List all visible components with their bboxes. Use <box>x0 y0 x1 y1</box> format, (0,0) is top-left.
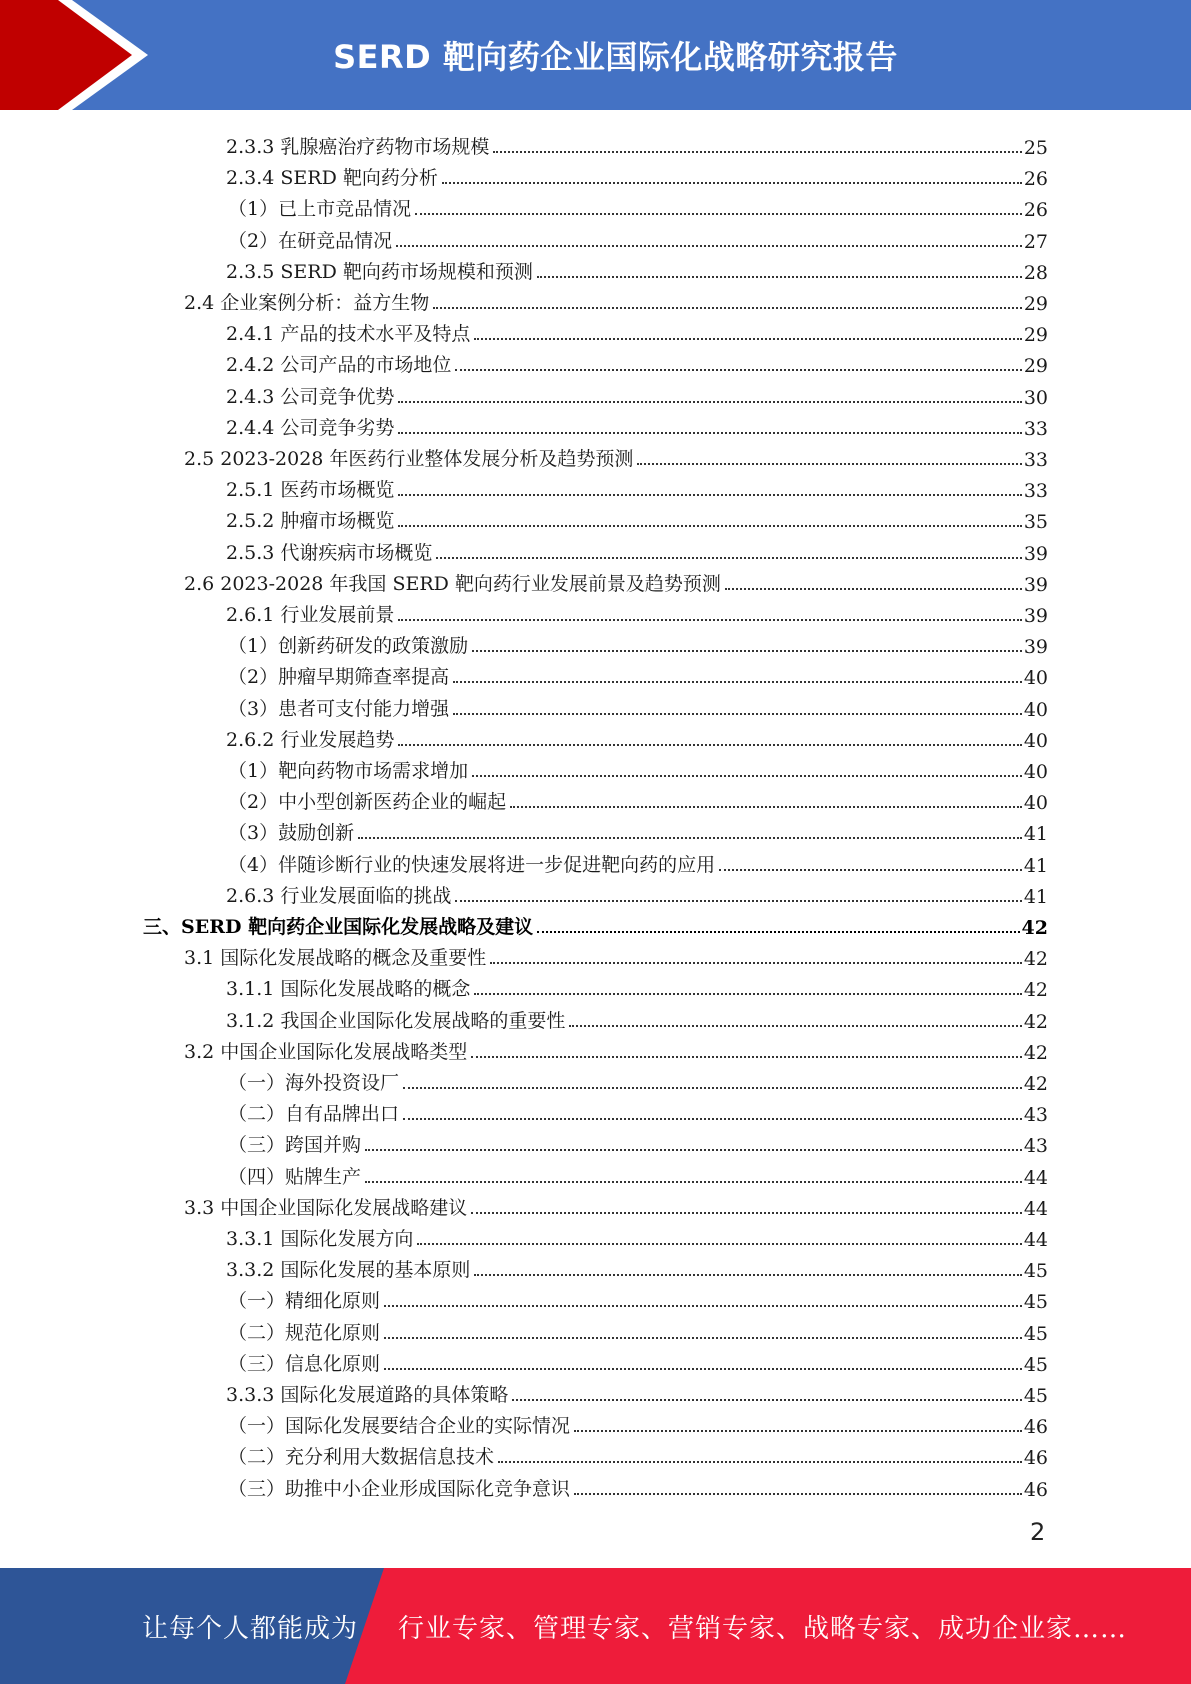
toc-leader-dots <box>433 305 1022 309</box>
toc-entry-page: 44 <box>1023 1229 1048 1251</box>
toc-entry-page: 45 <box>1023 1291 1048 1314</box>
toc-leader-dots <box>574 1428 1022 1432</box>
toc-entry-title: 2.6.3 行业发展面临的挑战 <box>226 884 452 907</box>
toc-leader-dots <box>403 1085 1022 1089</box>
toc-entry-title: 3.3 中国企业国际化发展战略建议 <box>184 1196 468 1219</box>
toc-leader-dots <box>474 336 1021 340</box>
footer-slogan-left: 让每个人都能成为 <box>142 1613 359 1644</box>
toc-entry-page: 41 <box>1023 823 1048 846</box>
toc-leader-dots <box>472 648 1022 652</box>
toc-entry[interactable] <box>228 1314 1048 1345</box>
toc-entry[interactable] <box>228 658 1048 689</box>
toc-entry-title: （四）贴牌生产 <box>228 1165 362 1188</box>
toc-entry-page: 26 <box>1023 199 1048 222</box>
toc-entry[interactable] <box>184 284 1048 315</box>
toc-entry[interactable] <box>184 440 1048 471</box>
toc-entry-title: （一）精细化原则 <box>228 1290 381 1313</box>
toc-entry-page: 40 <box>1023 667 1048 690</box>
toc-entry-page: 46 <box>1023 1478 1048 1501</box>
toc-entry-page: 29 <box>1023 355 1048 378</box>
toc-entry-title: 3.3.2 国际化发展的基本原则 <box>226 1259 471 1282</box>
toc-entry-title: 2.3.3 乳腺癌治疗药物市场规模 <box>226 136 490 158</box>
toc-entry-title: （4）伴随诊断行业的快速发展将进一步促进靶向药的应用 <box>228 853 716 876</box>
toc-leader-dots <box>474 1272 1021 1276</box>
toc-entry-title: 2.6 2023-2028 年我国 SERD 靶向药行业发展前景及趋势预测 <box>184 572 721 595</box>
toc-entry-page: 33 <box>1023 480 1048 503</box>
toc-entry-title: 3.1.1 国际化发展战略的概念 <box>226 978 471 1001</box>
toc-entry-page: 29 <box>1023 293 1048 315</box>
toc-entry-page: 42 <box>1023 1041 1048 1064</box>
toc-entry-page: 45 <box>1023 1353 1048 1376</box>
toc-leader-dots <box>436 555 1021 559</box>
toc-entry[interactable] <box>226 1220 1048 1251</box>
toc-entry[interactable] <box>228 1470 1048 1501</box>
toc-entry-page: 42 <box>1021 917 1048 939</box>
toc-leader-dots <box>510 804 1022 808</box>
toc-entry-title: 2.3.4 SERD 靶向药分析 <box>226 167 438 190</box>
toc-entry-page: 26 <box>1023 168 1048 191</box>
toc-entry-title: 2.5.2 肿瘤市场概览 <box>226 510 395 533</box>
toc-entry-page: 44 <box>1023 1166 1048 1189</box>
toc-entry-page: 41 <box>1023 854 1048 877</box>
toc-leader-dots <box>398 399 1021 403</box>
toc-entry-title: 3.3.1 国际化发展方向 <box>226 1228 414 1250</box>
toc-leader-dots <box>384 1366 1022 1370</box>
toc-entry-page: 42 <box>1023 948 1048 971</box>
toc-entry-title: 2.4.4 公司竞争劣势 <box>226 416 395 439</box>
toc-leader-dots <box>725 586 1022 590</box>
toc-leader-dots <box>537 929 1019 933</box>
toc-entry[interactable] <box>228 690 1048 721</box>
toc-leader-dots <box>453 679 1022 683</box>
toc-entry-page: 40 <box>1023 698 1048 721</box>
toc-entry[interactable] <box>226 502 1048 533</box>
toc-leader-dots <box>490 960 1022 964</box>
toc-entry-page: 40 <box>1023 792 1048 815</box>
toc-entry-title: （1）创新药研发的政策激励 <box>228 635 469 658</box>
toc-entry-title: 3.1.2 我国企业国际化发展战略的重要性 <box>226 1009 566 1032</box>
toc-entry-title: （三）跨国并购 <box>228 1134 362 1157</box>
toc-entry-title: （3）患者可支付能力增强 <box>228 697 450 720</box>
toc-entry-page: 40 <box>1023 761 1048 783</box>
toc-entry[interactable] <box>226 315 1048 346</box>
toc-entry-page: 44 <box>1023 1197 1048 1220</box>
toc-entry[interactable] <box>228 1126 1048 1157</box>
toc-entry-title: 3.3.3 国际化发展道路的具体策略 <box>226 1384 509 1406</box>
toc-entry[interactable] <box>228 627 1048 658</box>
toc-entry[interactable] <box>226 1376 1048 1407</box>
header-banner <box>0 0 1191 110</box>
toc-entry-title: （2）在研竞品情况 <box>228 229 393 252</box>
toc-leader-dots <box>358 835 1022 839</box>
toc-entry-title: 2.4 企业案例分析：益方生物 <box>184 292 430 314</box>
toc-leader-dots <box>398 617 1021 621</box>
toc-entry-title: 2.3.5 SERD 靶向药市场规模和预测 <box>226 260 533 283</box>
toc-leader-dots <box>455 367 1021 371</box>
toc-entry-title: 2.5.3 代谢疾病市场概览 <box>226 541 433 564</box>
toc-entry-page: 29 <box>1023 324 1048 347</box>
toc-entry-title: （一）国际化发展要结合企业的实际情况 <box>228 1415 571 1438</box>
toc-leader-dots <box>493 149 1021 153</box>
toc-entry-page: 33 <box>1023 417 1048 440</box>
toc-entry[interactable] <box>226 159 1048 190</box>
toc-leader-dots <box>398 492 1021 496</box>
toc-entry[interactable] <box>143 908 1048 939</box>
toc-entry-page: 45 <box>1023 1385 1048 1407</box>
toc-leader-dots <box>471 1210 1022 1214</box>
toc-entry-title: 2.4.1 产品的技术水平及特点 <box>226 323 471 346</box>
toc-entry[interactable] <box>184 565 1048 596</box>
report-title: SERD 靶向药企业国际化战略研究报告 <box>333 38 898 76</box>
toc-entry[interactable] <box>228 190 1048 221</box>
toc-leader-dots <box>398 430 1021 434</box>
toc-leader-dots <box>498 1459 1022 1463</box>
toc-leader-dots <box>365 1147 1022 1151</box>
toc-entry[interactable] <box>226 409 1048 440</box>
toc-entry-page: 39 <box>1023 573 1048 596</box>
toc-entry[interactable] <box>226 721 1048 752</box>
footer-banner <box>0 1568 1191 1684</box>
toc-entry-title: 2.6.1 行业发展前景 <box>226 604 395 626</box>
toc-entry[interactable] <box>228 814 1048 845</box>
toc-leader-dots <box>455 898 1021 902</box>
toc-entry-title: 2.4.3 公司竞争优势 <box>226 385 395 408</box>
toc-entry[interactable] <box>226 1251 1048 1282</box>
toc-entry[interactable] <box>226 346 1048 377</box>
toc-entry[interactable] <box>228 1282 1048 1313</box>
toc-entry[interactable] <box>226 970 1048 1001</box>
toc-entry-page: 46 <box>1023 1416 1048 1439</box>
toc-entry-page: 41 <box>1023 885 1048 908</box>
toc-entry[interactable] <box>184 939 1048 970</box>
toc-entry-title: （一）海外投资设厂 <box>228 1072 400 1094</box>
toc-entry[interactable] <box>184 1189 1048 1220</box>
toc-entry-title: （2）中小型创新医药企业的崛起 <box>228 791 507 814</box>
toc-entry-title: 2.5.1 医药市场概览 <box>226 479 395 502</box>
toc-entry[interactable] <box>226 471 1048 502</box>
toc-entry-page: 39 <box>1023 542 1048 565</box>
toc-entry-title: 2.6.2 行业发展趋势 <box>226 728 395 751</box>
toc-entry-title: （二）充分利用大数据信息技术 <box>228 1446 495 1469</box>
toc-entry-page: 43 <box>1023 1135 1048 1158</box>
toc-entry[interactable] <box>226 596 1048 627</box>
toc-leader-dots <box>574 1491 1022 1495</box>
toc-leader-dots <box>417 1241 1021 1245</box>
toc-entry[interactable] <box>228 1407 1048 1438</box>
toc-entry-page: 46 <box>1023 1447 1048 1470</box>
toc-leader-dots <box>569 1023 1021 1027</box>
page-number: 2 <box>1030 1518 1046 1546</box>
toc-leader-dots <box>398 742 1021 746</box>
toc-leader-dots <box>415 211 1022 215</box>
toc-entry-title: （二）自有品牌出口 <box>228 1103 400 1126</box>
toc-entry-page: 45 <box>1023 1260 1048 1283</box>
toc-entry[interactable] <box>228 1158 1048 1189</box>
toc-entry[interactable] <box>226 378 1048 409</box>
toc-entry[interactable] <box>228 222 1048 253</box>
toc-entry[interactable] <box>226 128 1048 159</box>
toc-leader-dots <box>398 523 1021 527</box>
toc-entry-title: （1）靶向药物市场需求增加 <box>228 760 469 782</box>
toc-entry[interactable] <box>226 534 1048 565</box>
toc-entry[interactable] <box>228 1345 1048 1376</box>
toc-entry-title: （2）肿瘤早期筛查率提高 <box>228 666 450 689</box>
toc-entry[interactable] <box>226 1002 1048 1033</box>
toc-entry-page: 42 <box>1023 979 1048 1002</box>
toc-entry[interactable] <box>228 783 1048 814</box>
toc-entry-page: 33 <box>1023 449 1048 471</box>
toc-entry[interactable] <box>228 752 1048 783</box>
toc-entry-title: 2.4.2 公司产品的市场地位 <box>226 354 452 377</box>
toc-entry-title: 三、SERD 靶向药企业国际化发展战略及建议 <box>143 916 534 938</box>
toc-entry[interactable] <box>228 1438 1048 1469</box>
toc-entry-page: 28 <box>1023 261 1048 284</box>
toc-leader-dots <box>384 1303 1022 1307</box>
toc-entry-page: 42 <box>1023 1010 1048 1033</box>
toc-entry-title: （3）鼓励创新 <box>228 822 355 845</box>
toc-leader-dots <box>512 1397 1021 1401</box>
toc-leader-dots <box>474 991 1021 995</box>
toc-entry[interactable] <box>226 877 1048 908</box>
toc-entry-page: 43 <box>1023 1104 1048 1127</box>
toc-entry-page: 25 <box>1023 137 1048 159</box>
toc-leader-dots <box>537 274 1022 278</box>
toc-entry[interactable] <box>226 253 1048 284</box>
toc-leader-dots <box>472 773 1022 777</box>
toc-entry-page: 30 <box>1023 386 1048 409</box>
toc-leader-dots <box>637 461 1021 465</box>
toc-entry-page: 39 <box>1023 636 1048 659</box>
toc-entry-title: （三）信息化原则 <box>228 1352 381 1375</box>
toc-entry[interactable] <box>184 1033 1048 1064</box>
toc-entry-page: 27 <box>1023 230 1048 253</box>
toc-leader-dots <box>396 243 1022 247</box>
toc-entry-title: 2.5 2023-2028 年医药行业整体发展分析及趋势预测 <box>184 448 634 470</box>
toc-leader-dots <box>719 867 1022 871</box>
toc-leader-dots <box>403 1116 1022 1120</box>
toc-entry-title: （1）已上市竞品情况 <box>228 198 412 221</box>
toc-entry-title: （三）助推中小企业形成国际化竞争意识 <box>228 1477 571 1500</box>
toc-entry[interactable] <box>228 1064 1048 1095</box>
toc-entry[interactable] <box>228 846 1048 877</box>
footer-slogan-right: 行业专家、管理专家、营销专家、战略专家、成功企业家…… <box>398 1613 1128 1644</box>
toc-entry-page: 39 <box>1023 605 1048 627</box>
toc-leader-dots <box>384 1335 1022 1339</box>
toc-entry[interactable] <box>228 1095 1048 1126</box>
toc-leader-dots <box>471 1054 1022 1058</box>
toc-entry-page: 40 <box>1023 729 1048 752</box>
toc-entry-page: 35 <box>1023 511 1048 534</box>
toc-entry-page: 45 <box>1023 1322 1048 1345</box>
toc-entry-title: 3.1 国际化发展战略的概念及重要性 <box>184 947 487 970</box>
toc-entry-title: 3.2 中国企业国际化发展战略类型 <box>184 1040 468 1063</box>
toc-entry-title: （二）规范化原则 <box>228 1321 381 1344</box>
toc-leader-dots <box>453 711 1022 715</box>
toc-entry-page: 42 <box>1023 1073 1048 1095</box>
toc-leader-dots <box>442 180 1022 184</box>
toc-leader-dots <box>365 1179 1022 1183</box>
